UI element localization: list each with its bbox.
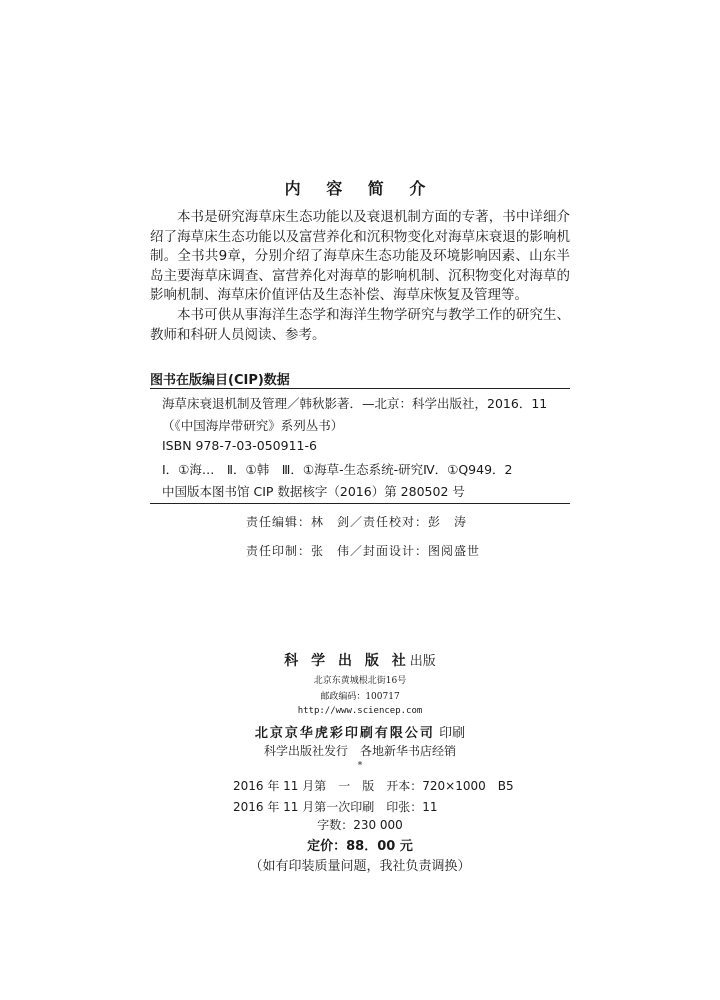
printer-line bbox=[0, 722, 720, 741]
summary-title: 内 容 简 介 bbox=[284, 179, 436, 198]
edition-line: 2016 年 11 月第 一 版 开本：720×1000 B5 bbox=[233, 779, 514, 793]
publisher-line bbox=[0, 650, 720, 670]
quality-note: （如有印装质量问题，我社负责调换） bbox=[249, 859, 471, 874]
cip-line: 中国版本图书馆 CIP 数据核字（2016）第 280502 号 bbox=[162, 484, 465, 499]
summary-paragraph: 本书是研究海草床生态功能以及衰退机制方面的专著，书中详细介绍了海草床生态功能以及富营养化和沉积物变化对海草床衰退的影响机制。全书共9章，分别介绍了海草床生态功能及环境影响因素、山东半岛主要海草床调查、富营养化对海草的影响机制、沉积物变化对海草的影响机制、海草床价值评估及生态补偿、海草床恢复及管理等。 bbox=[150, 209, 570, 304]
cip-line: ISBN 978-7-03-050911-6 bbox=[162, 438, 317, 453]
distribution-line: 科学出版社发行 各地新华书店经销 bbox=[263, 744, 456, 758]
printer-suffix: 印刷 bbox=[434, 726, 466, 741]
cip-line: Ⅰ．①海… Ⅱ．①韩 Ⅲ．①海草-生态系统-研究Ⅳ．①Q949．2 bbox=[162, 462, 513, 477]
publisher-suffix: 出版 bbox=[409, 654, 436, 669]
price: 定价：88．00 元 bbox=[307, 839, 413, 854]
summary-paragraph: 本书可供从事海洋生态学和海洋生物学研究与教学工作的研究生、教师和科研人员阅读、参考。 bbox=[150, 306, 570, 343]
cip-top-rule bbox=[150, 388, 570, 389]
separator-star: * bbox=[357, 761, 363, 771]
publisher-url: http://www.sciencep.com bbox=[297, 706, 423, 716]
editor-credits: 责任编辑：林 剑／责任校对：彭 涛 bbox=[246, 515, 468, 529]
cip-line: （《中国海岸带研究》系列丛书） bbox=[162, 418, 344, 433]
production-credits: 责任印制：张 伟／封面设计：图阅盛世 bbox=[246, 544, 481, 558]
printing-line: 2016 年 11 月第一次印刷 印张：11 bbox=[233, 800, 438, 814]
cip-bottom-rule bbox=[150, 503, 570, 504]
publisher-address: 北京东黄城根北街16号 bbox=[313, 676, 407, 686]
publisher-postcode: 邮政编码：100717 bbox=[320, 692, 400, 702]
summary-body bbox=[150, 208, 570, 345]
publisher-name: 科 学 出 版 社 bbox=[284, 653, 410, 669]
cip-heading: 图书在版编目(CIP)数据 bbox=[150, 373, 290, 388]
word-count: 字数：230 000 bbox=[317, 818, 403, 832]
printer-name: 北京京华虎彩印刷有限公司 bbox=[254, 726, 435, 741]
cip-line: 海草床衰退机制及管理／韩秋影著．—北京：科学出版社，2016．11 bbox=[162, 396, 548, 411]
